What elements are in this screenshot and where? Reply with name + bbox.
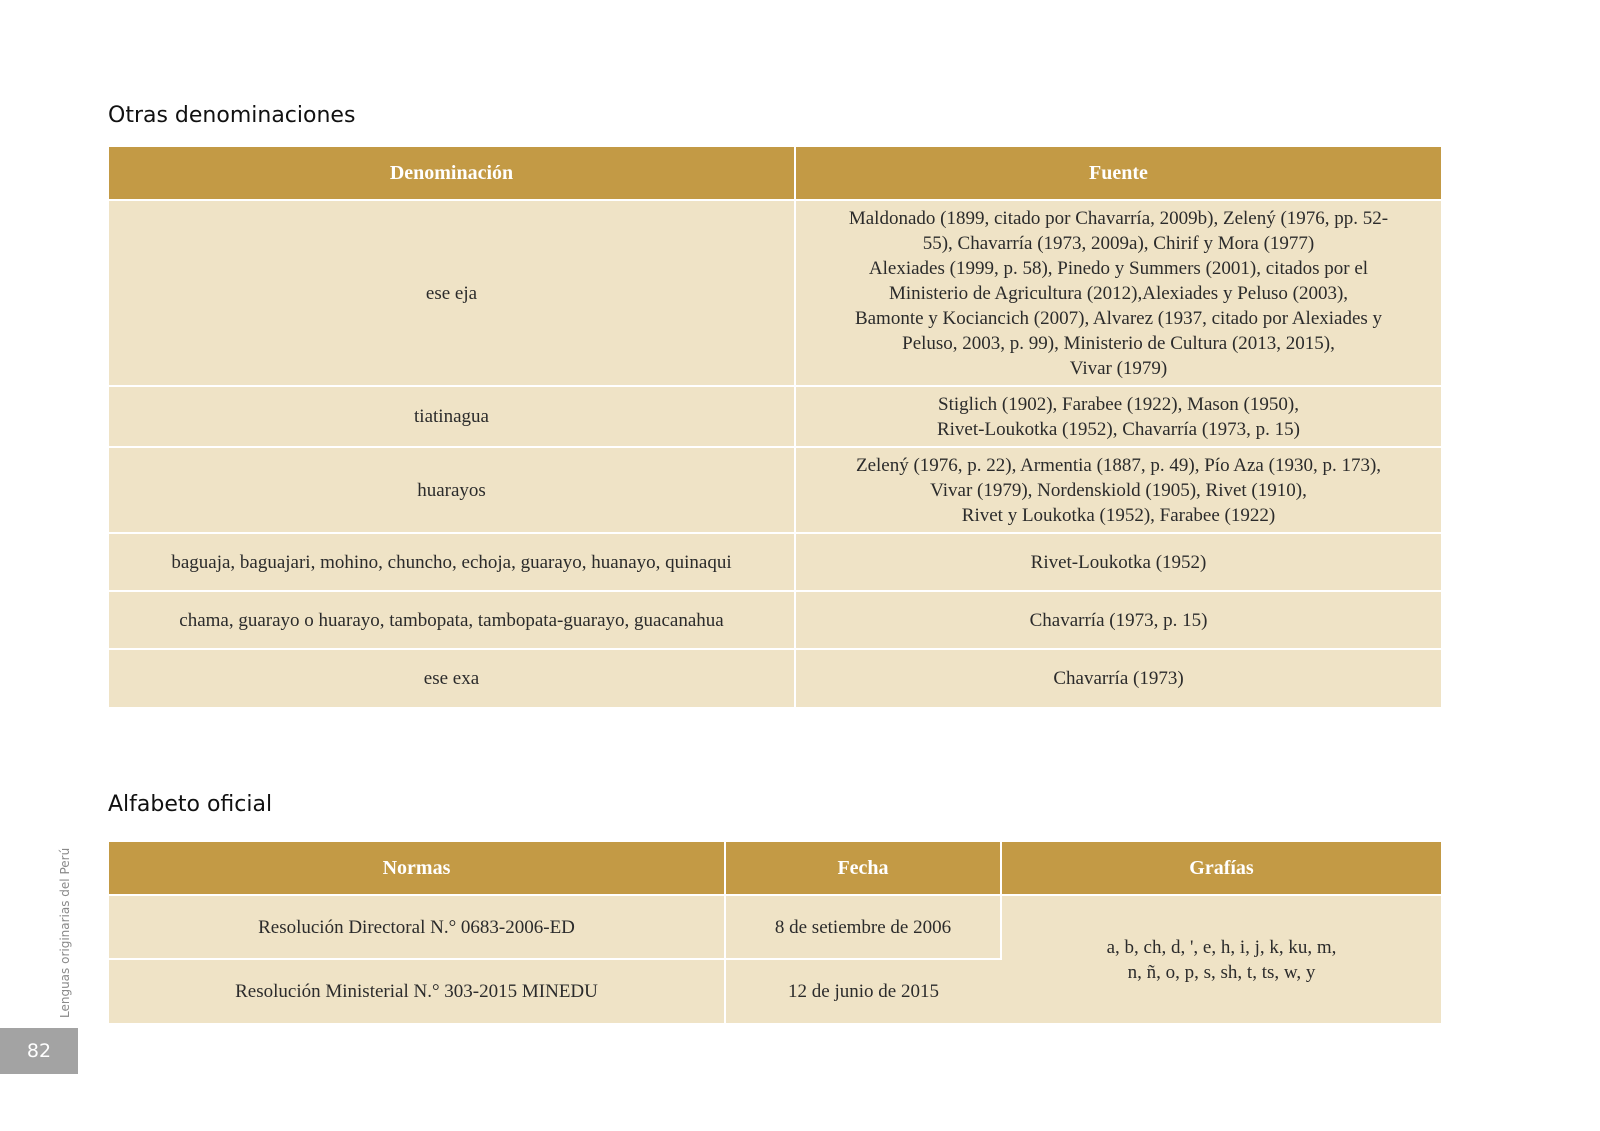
denominacion-cell: ese exa (109, 649, 795, 707)
denominacion-cell: huarayos (109, 447, 795, 533)
fuente-cell: Rivet-Loukotka (1952) (795, 533, 1441, 591)
side-caption: Lenguas originarias del Perú (58, 847, 72, 1018)
fecha-cell: 8 de setiembre de 2006 (725, 895, 1001, 959)
column-header-denominacion: Denominación (109, 147, 795, 200)
fuente-cell: Stiglich (1902), Farabee (1922), Mason (1950), Rivet-Loukotka (1952), Chavarría (1973, p. 15) (795, 386, 1441, 447)
denominaciones-table (109, 147, 1441, 707)
fecha-cell: 12 de junio de 2015 (725, 959, 1001, 1023)
denominacion-cell: chama, guarayo o huarayo, tambopata, tambopata-guarayo, guacanahua (109, 591, 795, 649)
table-row (109, 200, 1441, 386)
page-number: 82 (0, 1028, 78, 1074)
column-header-grafias: Grafías (1001, 842, 1441, 895)
fuente-cell: Maldonado (1899, citado por Chavarría, 2009b), Zelený (1976, pp. 52- 55), Chavarría (1973, 2009a), Chirif y Mora (1977) Alexiades (1999, p. 58), Pinedo y Summers (2001), citados por el Ministerio de Agricultura (2012),Alexiades y Peluso (2003), Bamonte y Kociancich (2007), Alvarez (1937, citado por Alexiades y Peluso, 2003, p. 99), Ministerio de Cultura (2013, 2015), Vivar (1979) (795, 200, 1441, 386)
fuente-cell: Chavarría (1973) (795, 649, 1441, 707)
column-header-fuente: Fuente (795, 147, 1441, 200)
alfabeto-table (109, 842, 1441, 1023)
table-row (109, 386, 1441, 447)
norma-cell: Resolución Ministerial N.° 303-2015 MINEDU (109, 959, 725, 1023)
denominacion-cell: baguaja, baguajari, mohino, chuncho, echoja, guarayo, huanayo, quinaqui (109, 533, 795, 591)
table-row (109, 591, 1441, 649)
column-header-fecha: Fecha (725, 842, 1001, 895)
table-row (109, 533, 1441, 591)
table-header-row (109, 147, 1441, 200)
grafias-cell: a, b, ch, d, ', e, h, i, j, k, ku, m, n, ñ, o, p, s, sh, t, ts, w, y (1001, 895, 1441, 1023)
denominacion-cell: tiatinagua (109, 386, 795, 447)
table-row (109, 895, 1441, 959)
fuente-cell: Zelený (1976, p. 22), Armentia (1887, p. 49), Pío Aza (1930, p. 173), Vivar (1979), Nordenskiold (1905), Rivet (1910), Rivet y Loukotka (1952), Farabee (1922) (795, 447, 1441, 533)
section-title-otras-denominaciones: Otras denominaciones (108, 103, 356, 128)
table-row (109, 447, 1441, 533)
table-header-row (109, 842, 1441, 895)
denominacion-cell: ese eja (109, 200, 795, 386)
table-row (109, 649, 1441, 707)
section-title-alfabeto-oficial: Alfabeto oficial (108, 792, 273, 817)
column-header-normas: Normas (109, 842, 725, 895)
fuente-cell: Chavarría (1973, p. 15) (795, 591, 1441, 649)
norma-cell: Resolución Directoral N.° 0683-2006-ED (109, 895, 725, 959)
